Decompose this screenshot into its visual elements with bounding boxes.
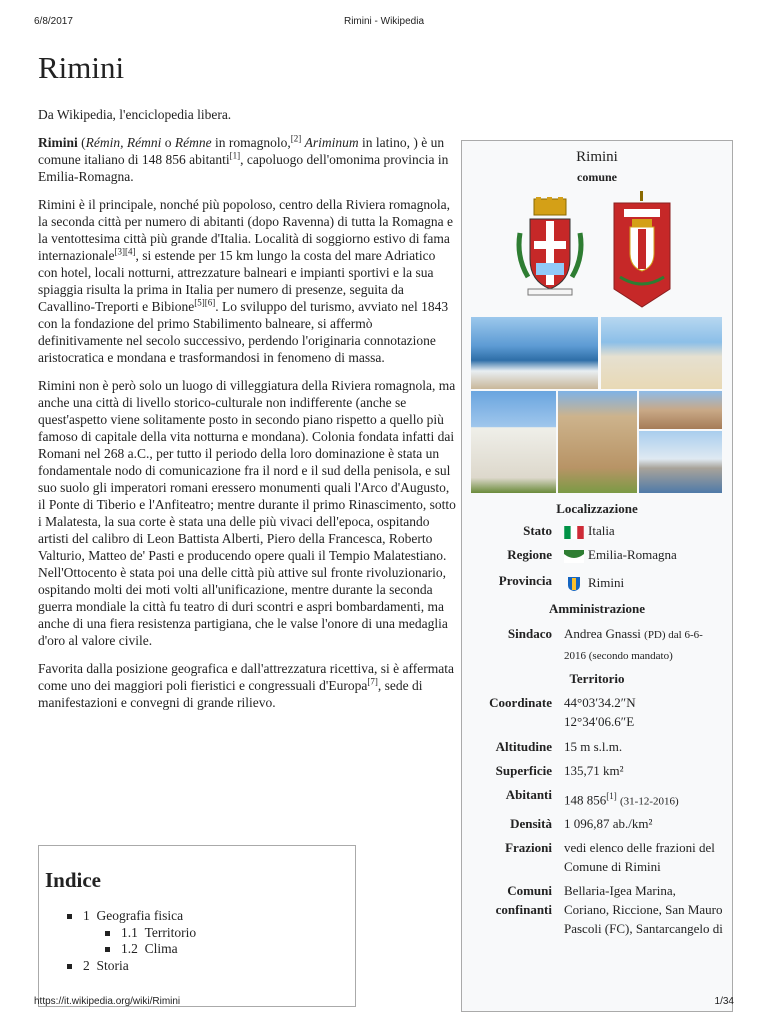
toc-item-territorio[interactable]: 1.1 Territorio: [105, 925, 196, 942]
abitanti-number: 148 856: [564, 792, 607, 808]
value-densita: 1 096,87 ab./km²: [564, 816, 653, 831]
gonfalone-icon[interactable]: [610, 191, 674, 309]
label-densita: Densità: [510, 816, 552, 831]
photo-beach-waves[interactable]: [471, 317, 598, 389]
in-romagnolo-link[interactable]: in romagnolo,: [214, 135, 291, 150]
intro-text-2: , capoluogo dell'omonima provincia in Emilia-Romagna.: [38, 152, 449, 184]
value-altitudine: 15 m s.l.m.: [564, 739, 623, 754]
intro-text-1: in latino, ) è un comune italiano di 148 856 abitanti: [38, 135, 445, 167]
page-title: Rimini: [38, 50, 125, 85]
label-coordinate: Coordinate: [489, 695, 552, 710]
table-of-contents: [38, 845, 356, 1007]
ref-2[interactable]: [2]: [290, 133, 302, 144]
value-frazioni[interactable]: vedi elenco delle frazioni del Comune di Rimini: [564, 840, 715, 874]
history-paragraph: Rimini non è però solo un luogo di villeggiatura della Riviera romagnola, ma anche una città di livello storico-culturale non indifferente (anche se quest'aspetto viene solitamente posto in secondo piano rispetto a quello più famoso di capitale della vita notturna e mondana). Colonia fondata infatti dai Romani nel 268 a.C., per tutto il periodo della loro dominazione è stata un fondamentale nodo di comunicazione fra il nord e il sud della penisola, e sul suo suolo gli imperatori romani eressero monumenti quali l'Arco d'Augusto, il Ponte di Tiberio e l'Anfiteatro; mentre durante il primo Rinascimento, sotto i Malatesta, la sua corte è stata una delle più vivaci dell'epoca, ospitando artisti del calibro di Leon Battista Alberti, Piero della Francesca, Roberto Valturio, Matteo de' Pasti e producendo opere quali il Tempio Malatestiano. Nell'Ottocento è stata poi una delle città più attive sul fronte rivoluzionario, ospitando molti dei moti volti all'unificazione, mentre durante la seconda guerra mondiale la città fu teatro di duri scontri e aspri bombardamenti, ma anche di una fiera resistenza partigiana, che le valse l'onore di una medaglia d'oro al valore civile.: [38, 378, 456, 648]
label-frazioni: Frazioni: [505, 840, 552, 855]
infobox-type: comune: [577, 170, 617, 184]
photo-ponte-tiberio[interactable]: [639, 431, 722, 493]
romagnol-names[interactable]: Rémin, Rémni: [85, 135, 162, 150]
tourism-text-c: . Lo sviluppo del turismo, avviato nel 1843 con la fondazione del primo Stabilimento balneare, si affermò definitivamente nel secolo successivo, perdendo l'originaria connotazione aristocratica e mondana e trasformandosi in fenomeno di massa.: [38, 299, 449, 365]
toc-title: Indice: [45, 868, 102, 892]
tourism-text-a: Rimini è il principale, nonché più popoloso, centro della Riviera romagnola, la seconda città per numero di abitanti (dopo Ravenna) di tutta la Romagna e la ventottesima città più grande d'Italia. Località di soggiorno estivo di fama internazionale: [38, 197, 453, 263]
tourism-paragraph: [38, 196, 456, 366]
label-comuni-confinanti: Comuni confinanti: [495, 883, 552, 917]
sindaco-detail: (PD) dal 6-6-2016 (secondo mandato): [564, 629, 703, 662]
sindaco-link[interactable]: Andrea Gnassi: [564, 626, 641, 641]
photo-tempio-malatestiano[interactable]: [471, 391, 556, 493]
romagnol-name-2[interactable]: Rémne: [174, 135, 212, 150]
photo-teatro[interactable]: [639, 391, 722, 429]
value-superficie: 135,71 km²: [564, 763, 624, 778]
conj: o: [164, 135, 172, 150]
toc-item-clima[interactable]: 1.2 Clima: [105, 941, 196, 958]
photo-arco-augusto[interactable]: [558, 391, 637, 493]
value-stato: [564, 521, 724, 540]
infobox-name: Rimini: [576, 149, 618, 165]
coat-of-arms-icon[interactable]: [514, 197, 586, 299]
value-sindaco: [564, 624, 724, 666]
tourism-text-b: , si estende per 15 km lungo la costa del mare Adriatico con hotel, locali notturni, attrezzature balneari e impianti sportivi e la sua spiaggia risulta la prima in Italia per numero di presenze, seguita da Cavallino-Treporti e Bibione: [38, 248, 436, 314]
section-localizzazione: Localizzazione: [556, 501, 638, 516]
intro-paragraph: Rimini (Rémin, Rémni o Rémne in romagnolo,[2] Ariminum in latino, ) è un comune italiano di 148 856 abitanti[1], capoluogo dell'omonima provincia in Emilia-Romagna.: [38, 133, 449, 184]
toc-list: [67, 908, 196, 974]
article-body: [38, 134, 456, 722]
label-altitudine: Altitudine: [495, 739, 552, 754]
label-superficie: Superficie: [495, 763, 552, 778]
ref-3-4[interactable]: [3][4]: [114, 246, 136, 257]
value-comuni-confinanti[interactable]: Bellaria-Igea Marina, Coriano, Riccione, San Mauro Pascoli (FC), Santarcangelo di: [564, 883, 723, 936]
label-sindaco: Sindaco: [507, 626, 552, 641]
ref-5-6[interactable]: [5][6]: [194, 297, 216, 308]
coord-lat[interactable]: 44°03′34.2″N: [564, 695, 636, 710]
latin-name[interactable]: Ariminum: [304, 135, 359, 150]
provincia-link[interactable]: Rimini: [588, 575, 625, 590]
print-page-number: 1/34: [714, 996, 734, 1007]
label-stato: Stato: [523, 523, 552, 538]
print-title: Rimini - Wikipedia: [343, 16, 424, 27]
infobox: [461, 140, 733, 1012]
print-url[interactable]: https://it.wikipedia.org/wiki/Rimini: [34, 996, 181, 1007]
value-provincia: [564, 573, 724, 592]
regione-link[interactable]: Emilia-Romagna: [588, 547, 677, 562]
print-date: 6/8/2017: [34, 16, 73, 27]
toc-item-storia[interactable]: 2 Storia: [67, 958, 196, 975]
provincia-shield-icon[interactable]: [564, 576, 584, 592]
value-coordinate[interactable]: [564, 693, 724, 731]
abitanti-date: (31-12-2016): [620, 795, 679, 808]
label-regione: Regione: [507, 547, 552, 562]
print-footer: [34, 996, 734, 1007]
emilia-romagna-flag-icon[interactable]: [564, 550, 584, 563]
ref-1[interactable]: [1]: [229, 150, 241, 161]
fair-text-b: , sede di manifestazioni e convegni di grande rilievo.: [38, 678, 423, 710]
label-abitanti: Abitanti: [505, 787, 552, 802]
ref-7[interactable]: [7]: [367, 676, 378, 687]
lead-name: Rimini: [38, 135, 78, 150]
abitanti-ref[interactable]: [1]: [606, 791, 617, 801]
tagline: Da Wikipedia, l'enciclopedia libera.: [38, 107, 232, 122]
italy-flag-icon[interactable]: [564, 526, 584, 539]
fair-paragraph: [38, 660, 456, 711]
fair-text-a: Favorita dalla posizione geografica e dall'attrezzatura ricettiva, si è affermata come uno dei maggiori poli fieristici e congressuali d'Europa: [38, 661, 454, 693]
label-provincia: Provincia: [498, 573, 552, 588]
value-regione: [564, 545, 724, 564]
coord-lon[interactable]: 12°34′06.6″E: [564, 714, 635, 729]
toc-item-geografia[interactable]: 1 Geografia fisica: [67, 908, 196, 925]
stato-link[interactable]: Italia: [588, 523, 615, 538]
section-amministrazione: Amministrazione: [548, 601, 646, 616]
section-territorio: Territorio: [569, 671, 625, 686]
value-abitanti: [564, 787, 724, 811]
photo-beach-umbrellas[interactable]: [601, 317, 722, 389]
